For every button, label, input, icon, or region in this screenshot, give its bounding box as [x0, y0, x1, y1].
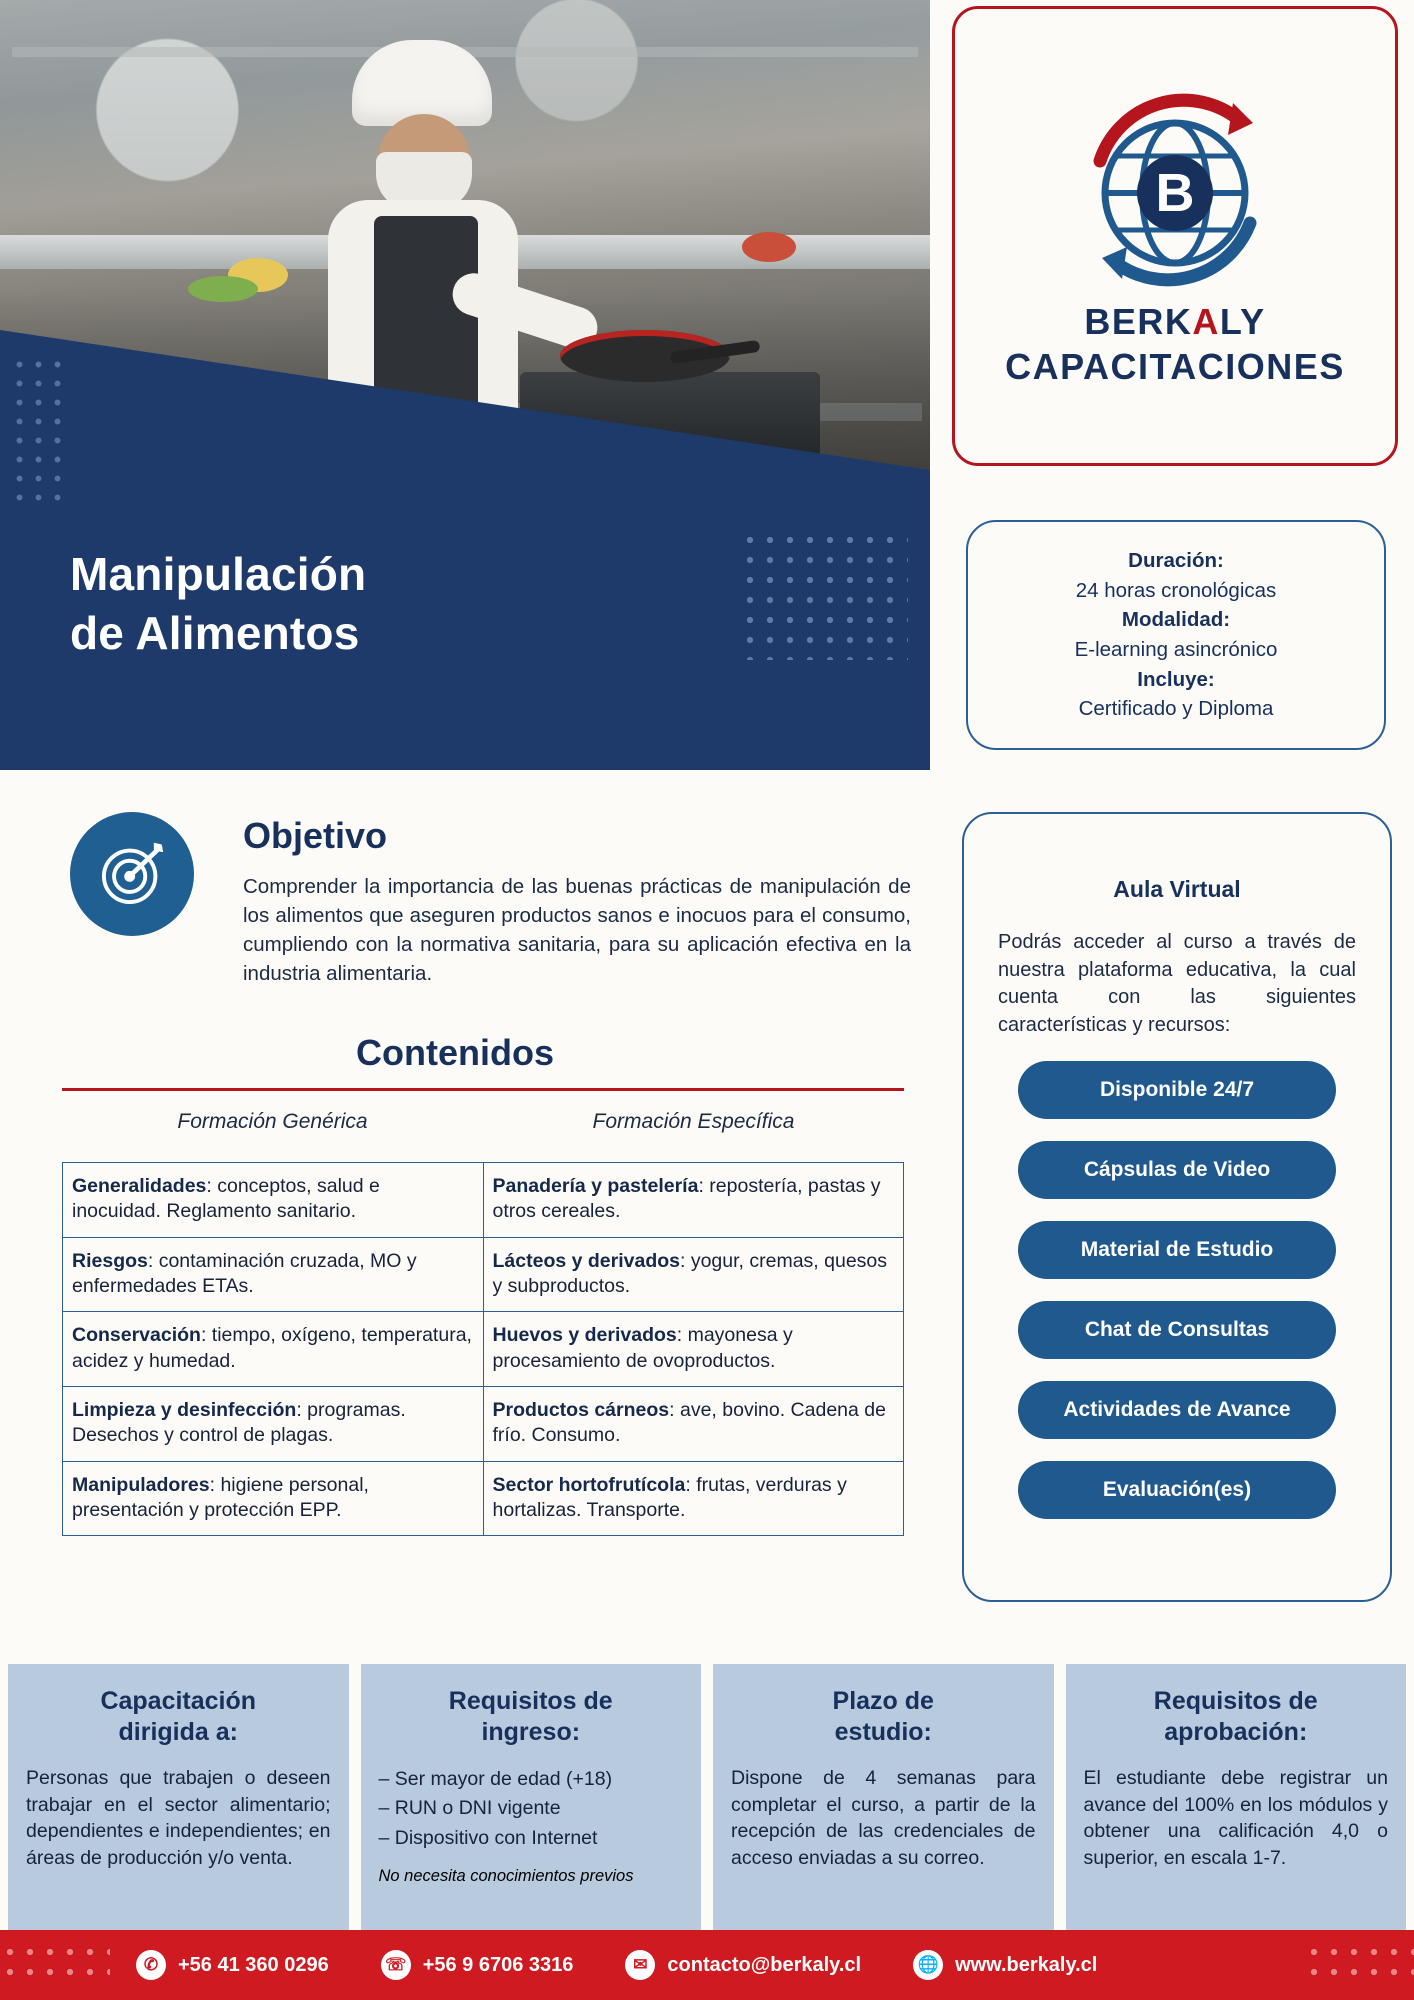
cell-generica — [63, 1163, 484, 1238]
footer-email[interactable] — [599, 1950, 887, 1980]
modalidad-label: Modalidad: — [1121, 608, 1231, 632]
cell-especifica — [483, 1163, 904, 1238]
table-row — [63, 1237, 904, 1312]
cell-especifica — [483, 1312, 904, 1387]
list-item: – Ser mayor de edad (+18) — [378, 1768, 613, 1790]
aula-feature-pill: Disponible 24/7 — [1018, 1061, 1336, 1119]
cell-especifica-bold: Productos cárneos — [492, 1399, 670, 1422]
brand-part2: LY — [1219, 301, 1266, 342]
contenidos-title: Contenidos — [356, 1032, 554, 1073]
footer-phone-text: +56 41 360 0296 — [178, 1953, 329, 1976]
cell-generica — [63, 1312, 484, 1387]
aula-title: Aula Virtual — [1113, 876, 1241, 902]
footer-whatsapp-text: +56 9 6706 3316 — [422, 1953, 574, 1976]
cell-especifica-text: : mayonesa y procesamiento de ovoproductos. — [492, 1324, 793, 1372]
list-item: – Dispositivo con Internet — [378, 1826, 598, 1849]
cell-generica — [63, 1237, 484, 1312]
table-row — [63, 1312, 904, 1387]
page-title — [70, 545, 366, 663]
cell-especifica — [483, 1237, 904, 1312]
cell-generica-text: : tiempo, oxígeno, temperatura, acidez y humedad. — [72, 1324, 472, 1372]
table-row — [63, 1163, 904, 1238]
cell-especifica-bold: Huevos y derivados — [492, 1324, 677, 1347]
aula-text: Podrás acceder al curso a través de nuestra plataforma educativa, la cual cuenta con las siguientes características y recursos: — [998, 931, 1356, 1036]
globe-icon: 🌐 — [913, 1950, 943, 1980]
cell-generica-bold: Limpieza y desinfección — [72, 1399, 297, 1422]
aula-virtual-card — [962, 812, 1392, 1602]
aula-feature-pill: Evaluación(es) — [1018, 1461, 1336, 1519]
list-item: – RUN o DNI vigente — [378, 1797, 561, 1820]
brand-accent-letter: A — [1192, 301, 1220, 342]
cell-generica-text: : conceptos, salud e inocuidad. Reglamento sanitario. — [72, 1175, 380, 1223]
hero-section — [0, 0, 930, 770]
cell-generica-bold: Generalidades — [72, 1175, 207, 1197]
dot-pattern-right — [740, 530, 908, 660]
food-item — [188, 276, 258, 302]
box-title — [731, 1686, 1036, 1747]
cell-especifica-bold: Panadería y pastelería — [492, 1175, 699, 1197]
duracion-value: 24 horas cronológicas — [1075, 578, 1277, 602]
column-header-generica: Formación Genérica — [177, 1110, 368, 1133]
footer-dot-pattern-left — [0, 1942, 110, 1988]
cell-especifica — [483, 1461, 904, 1536]
box-note: No necesita conocimientos previos — [378, 1866, 634, 1885]
box-requisitos-ingreso — [361, 1664, 702, 1932]
footer-phone[interactable] — [110, 1950, 355, 1980]
box-title-line2: estudio: — [834, 1717, 932, 1746]
aula-feature-pill: Cápsulas de Video — [1018, 1141, 1336, 1199]
box-body: Personas que trabajen o deseen trabajar en el sector alimentario; dependientes e independientes; en áreas de producción y/o venta. — [26, 1767, 331, 1869]
box-title — [379, 1686, 684, 1747]
cell-generica-text: : contaminación cruzada, MO y enfermedades ETAs. — [72, 1249, 417, 1298]
footer-website-text: www.berkaly.cl — [955, 1953, 1098, 1976]
cell-generica — [63, 1461, 484, 1536]
box-title-line1: Capacitación — [100, 1687, 257, 1715]
footer-whatsapp[interactable] — [355, 1950, 600, 1980]
page-title-line2: de Alimentos — [70, 606, 360, 659]
aula-feature-pill: Material de Estudio — [1018, 1221, 1336, 1279]
column-header-especifica: Formación Específica — [592, 1110, 795, 1133]
box-title — [26, 1686, 331, 1747]
box-title-line2: dirigida a: — [118, 1717, 238, 1746]
page-title-line1: Manipulación — [70, 548, 367, 600]
box-title-line1: Requisitos de — [448, 1687, 613, 1715]
food-item — [742, 232, 796, 262]
brand-part1: BERK — [1084, 301, 1193, 342]
cell-generica-text: : programas. Desechos y control de plagas. — [72, 1399, 406, 1447]
box-plazo-estudio — [713, 1664, 1054, 1932]
target-icon — [70, 812, 194, 936]
contenidos-table — [62, 1162, 904, 1536]
footer-website[interactable] — [887, 1950, 1123, 1980]
cell-especifica-bold: Sector hortofrutícola — [492, 1473, 686, 1496]
incluye-label: Incluye: — [1137, 667, 1215, 691]
cell-especifica-text: : yogur, cremas, quesos y subproductos. — [492, 1249, 888, 1298]
box-requisitos-aprobacion — [1066, 1664, 1407, 1932]
table-row — [63, 1461, 904, 1536]
box-title-line1: Plazo de — [832, 1687, 934, 1715]
box-body: El estudiante debe registrar un avance del 100% en los módulos y obtener una calificación 4,0 o superior, en escala 1-7. — [1083, 1767, 1388, 1869]
box-title-line2: aprobación: — [1164, 1717, 1308, 1746]
cell-especifica-bold: Lácteos y derivados — [492, 1249, 680, 1272]
cell-generica — [63, 1387, 484, 1462]
cell-generica-text: : higiene personal, presentación y protección EPP. — [72, 1473, 369, 1522]
footer-contact-bar — [0, 1930, 1414, 2000]
modalidad-value: E-learning asincrónico — [1074, 638, 1278, 661]
email-icon: ✉ — [625, 1950, 655, 1980]
contenidos-divider — [62, 1088, 904, 1091]
phone-icon: ✆ — [136, 1950, 166, 1980]
box-title-line2: ingreso: — [481, 1717, 581, 1746]
cell-generica-bold: Riesgos — [72, 1249, 148, 1272]
footer-dot-pattern-right — [1304, 1942, 1414, 1988]
aula-feature-pill: Actividades de Avance — [1018, 1381, 1336, 1439]
cell-generica-bold: Manipuladores — [72, 1473, 210, 1496]
box-title — [1084, 1686, 1389, 1747]
logo-card — [952, 6, 1398, 466]
brand-name — [1005, 299, 1345, 389]
box-dirigida-a — [8, 1664, 349, 1932]
bottom-info-boxes — [0, 1664, 1414, 1932]
objetivo-title: Objetivo — [243, 815, 388, 856]
box-body: Dispone de 4 semanas para completar el curso, a partir de la recepción de las credenciales de acceso enviadas a su correo. — [731, 1767, 1036, 1869]
cell-especifica-text: : ave, bovino. Cadena de frío. Consumo. — [492, 1399, 886, 1447]
svg-text:B: B — [1155, 163, 1195, 223]
contenidos-column-headers — [62, 1110, 904, 1134]
box-title-line1: Requisitos de — [1153, 1687, 1318, 1715]
frying-pan — [560, 330, 760, 386]
brand-subtitle: CAPACITACIONES — [1005, 346, 1345, 387]
box-list — [379, 1765, 684, 1853]
footer-email-text: contacto@berkaly.cl — [667, 1953, 862, 1976]
aula-feature-pill: Chat de Consultas — [1018, 1301, 1336, 1359]
dot-pattern-left — [10, 355, 66, 505]
cell-especifica — [483, 1387, 904, 1462]
course-info-card — [966, 520, 1386, 750]
cell-especifica-text: : repostería, pastas y otros cereales. — [492, 1175, 881, 1223]
cell-generica-bold: Conservación — [72, 1324, 201, 1347]
duracion-label: Duración: — [1128, 548, 1224, 572]
incluye-value: Certificado y Diploma — [1078, 697, 1274, 721]
cell-especifica-text: : frutas, verduras y hortalizas. Transporte. — [492, 1473, 847, 1522]
globe-logo-icon — [1070, 83, 1280, 293]
objetivo-text: Comprender la importancia de las buenas prácticas de manipulación de los alimentos que aseguren productos sanos e inocuos para el consumo, cumpliendo con la normativa sanitaria, para su aplicación efectiva en la industria alimentaria. — [243, 875, 911, 986]
whatsapp-icon: ☏ — [381, 1950, 411, 1980]
table-row — [63, 1387, 904, 1462]
